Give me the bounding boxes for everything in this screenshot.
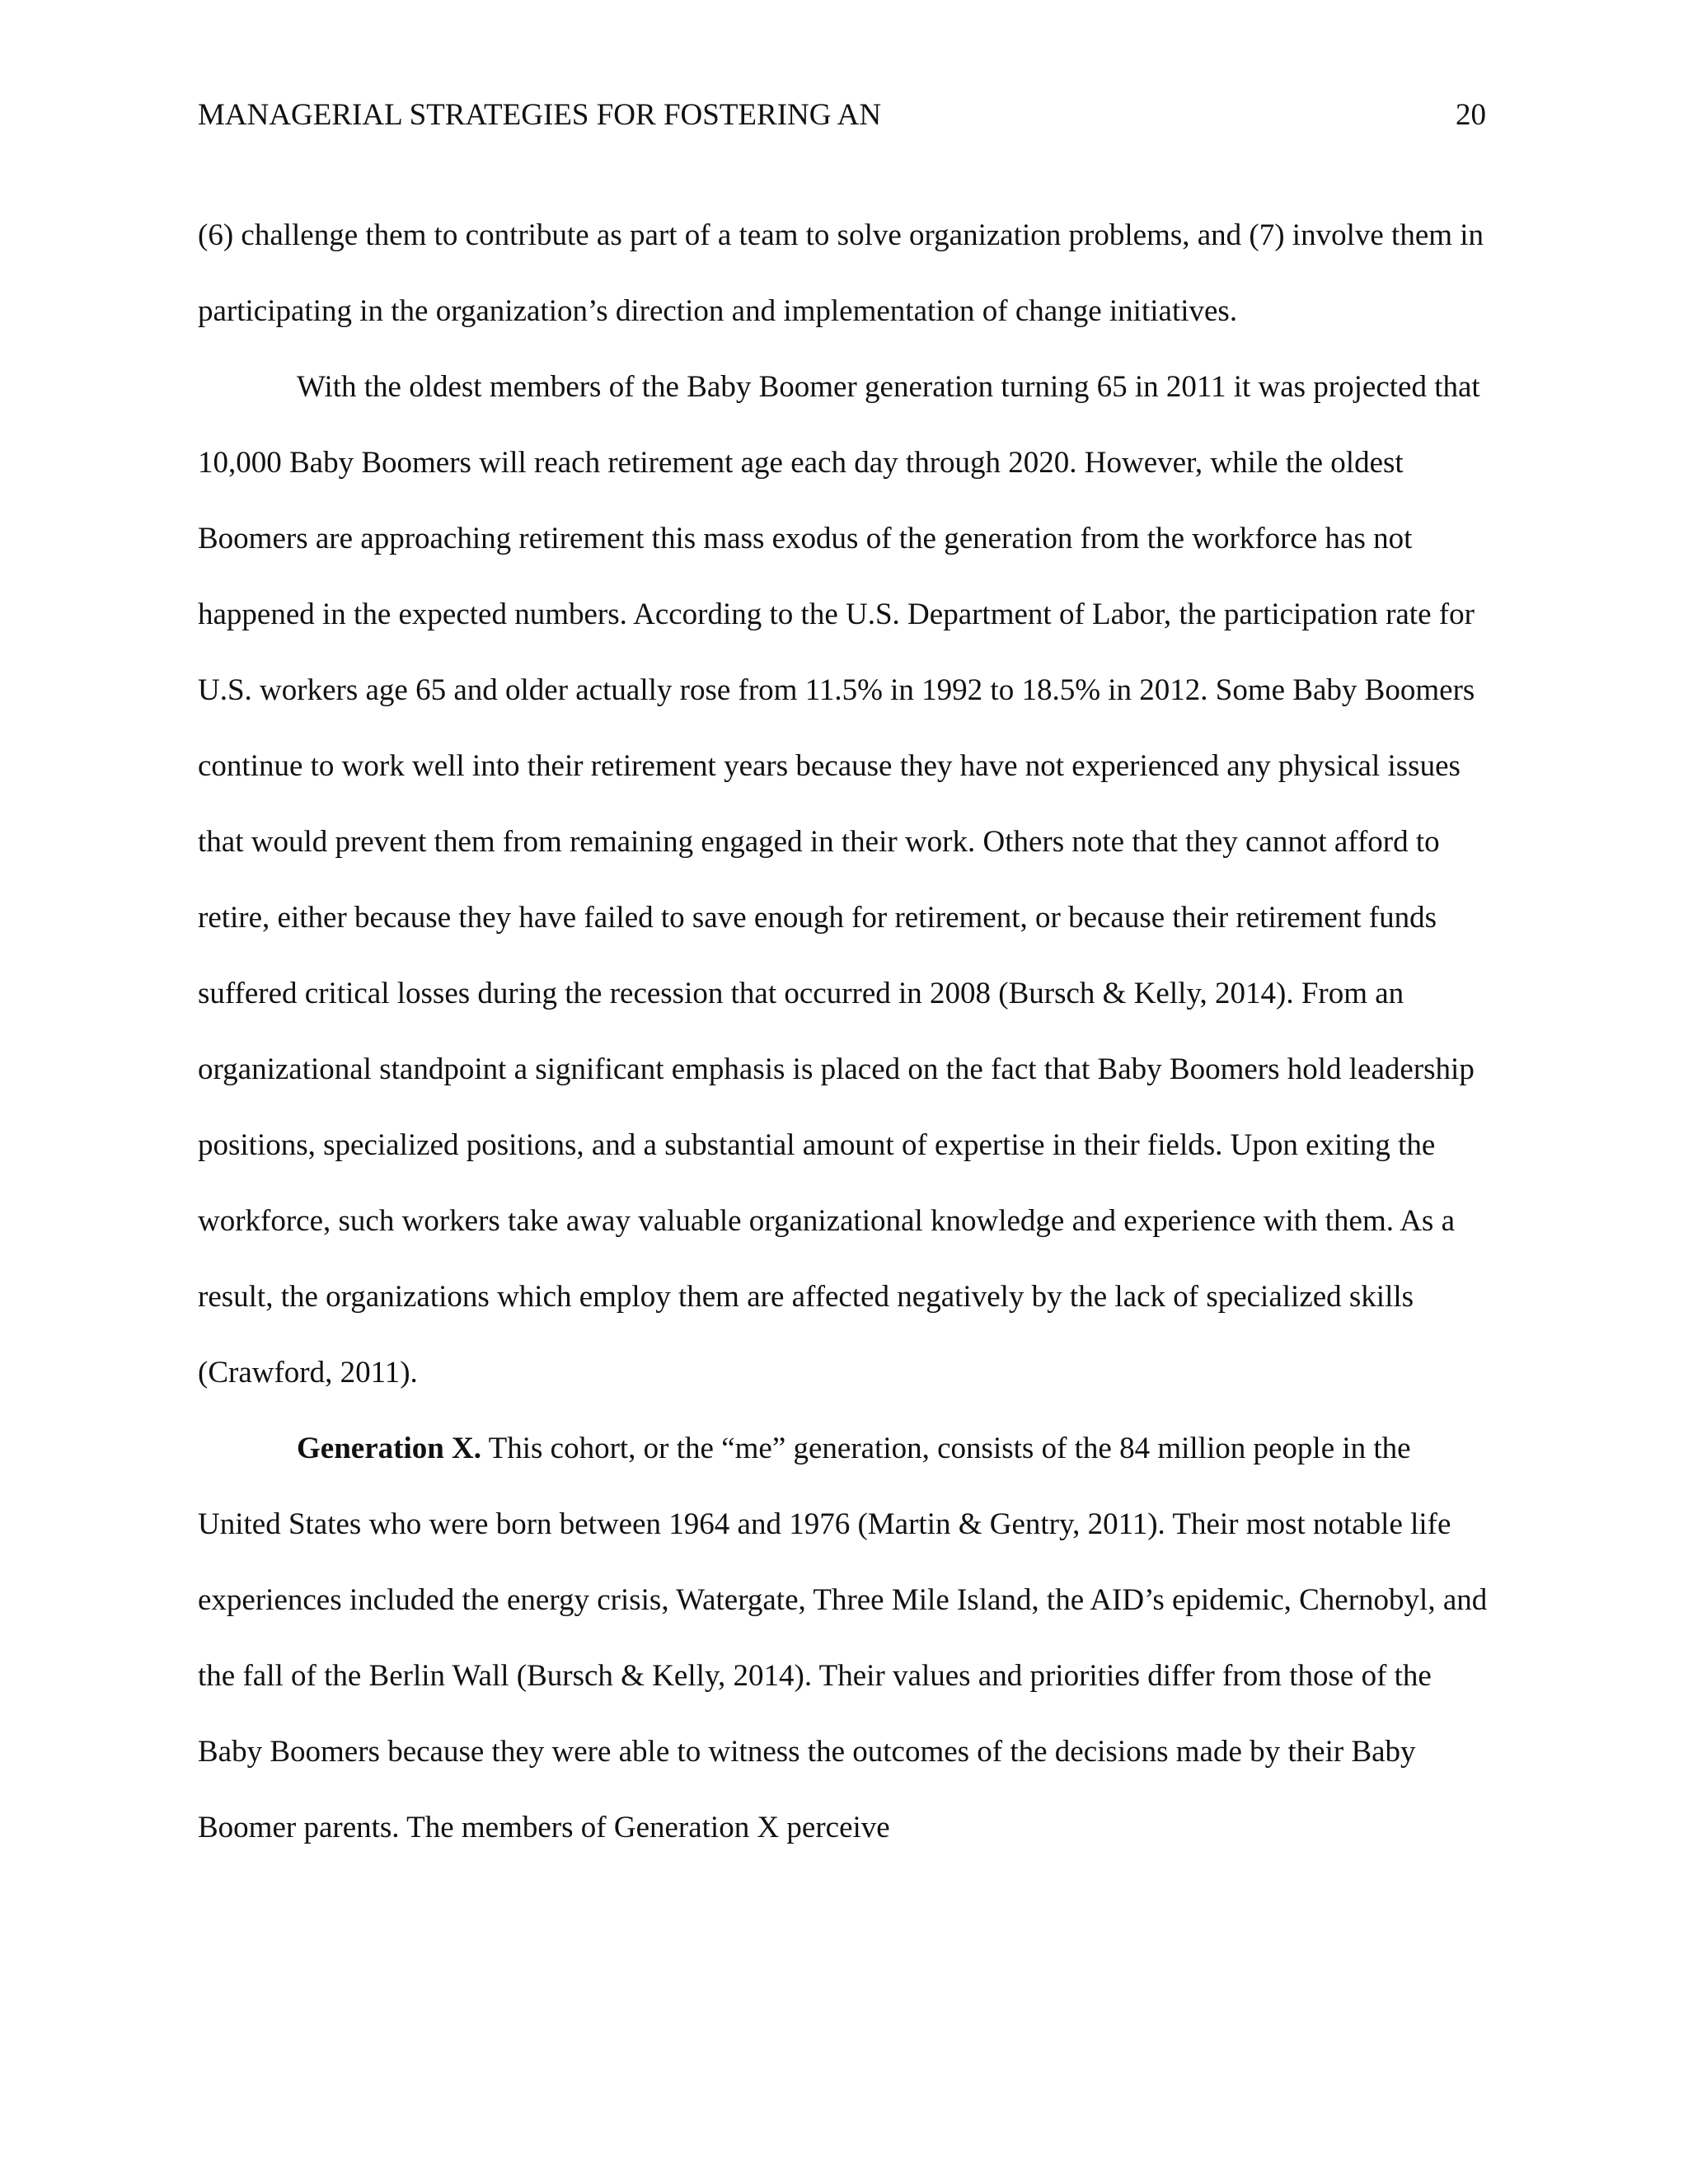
generation-x-text: This cohort, or the “me” generation, consists of the 84 million people in the United States who were born between 1964 and 1976 (Martin & Gentry, 2011). Their most notable life experiences included the energy crisis, Watergate, Three Mile Island, the AID’s epidemic, Chernobyl, and the fall of the Berlin Wall (Bursch & Kelly, 2014). Their values and priorities differ from those of the Baby Boomers because they were able to witness the outcomes of the decisions made by their Baby Boomer parents. The members of Generation X perceive [198, 1432, 1488, 1844]
paragraph-generation-x [198, 1411, 1492, 1866]
page-number: 20 [1456, 98, 1486, 132]
running-head: MANAGERIAL STRATEGIES FOR FOSTERING AN [198, 98, 882, 132]
paragraph-baby-boomers: With the oldest members of the Baby Boomer generation turning 65 in 2011 it was projected that 10,000 Baby Boomers will reach retirement age each day through 2020. However, while the oldest Boomers are approaching retirement this mass exodus of the generation from the workforce has not happened in the expected numbers. According to the U.S. Department of Labor, the participation rate for U.S. workers age 65 and older actually rose from 11.5% in 1992 to 18.5% in 2012. Some Baby Boomers continue to work well into their retirement years because they have not experienced any physical issues that would prevent them from remaining engaged in their work. Others note that they cannot afford to retire, either because they have failed to save enough for retirement, or because their retirement funds suffered critical losses during the recession that occurred in 2008 (Bursch & Kelly, 2014). From an organizational standpoint a significant emphasis is placed on the fact that Baby Boomers hold leadership positions, specialized positions, and a substantial amount of expertise in their fields. Upon exiting the workforce, such workers take away valuable organizational knowledge and experience with them. As a result, the organizations which employ them are affected negatively by the lack of specialized skills (Crawford, 2011). [198, 370, 1480, 1390]
generation-x-heading: Generation X. [297, 1432, 482, 1465]
paragraph-continued: (6) challenge them to contribute as part of a team to solve organization problems, and (7) involve them in participating in the organization’s direction and implementation of change initiatives. [198, 218, 1484, 328]
body-text [198, 198, 1492, 1866]
